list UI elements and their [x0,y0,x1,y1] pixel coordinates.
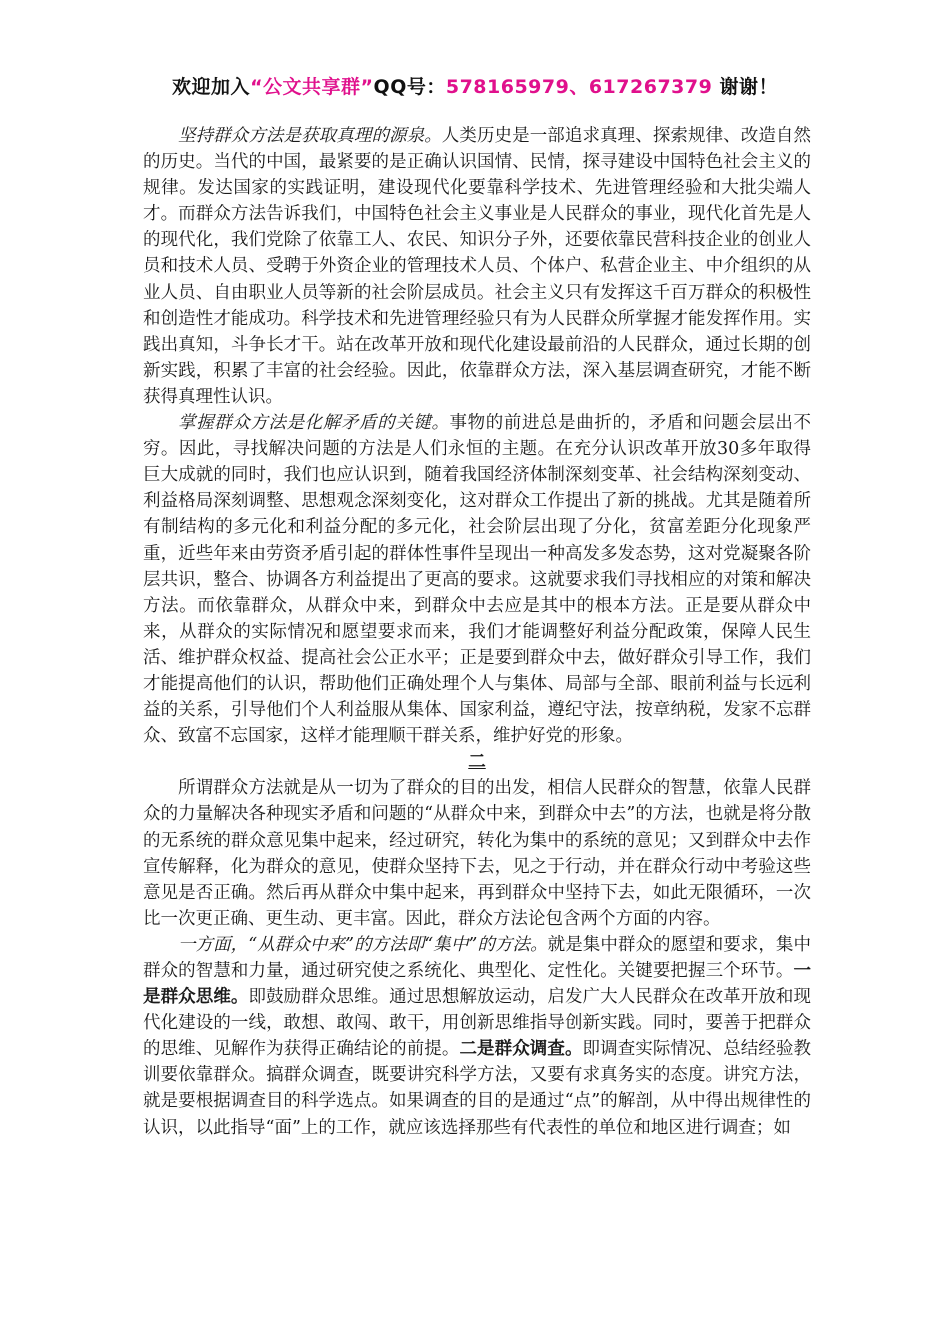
header-suffix: 谢谢！ [712,76,778,98]
paragraph-truth-source [143,123,811,410]
paragraph-text: 就是集中群众的愿望和要求，集中群众的智慧和力量，通过研究使之系统化、典型化、定性化。关键要把握三个环节。 [143,934,811,981]
paragraph-mass-method-definition [143,775,811,932]
paragraph-text: 即鼓励群众思维。通过思想解放运动，启发广大人民群众在改革开放和现代化建设的一线，敢想、敢闯、敢干，用创新思维指导创新实践。同时，要善于把群众的思维、见解作为获得正确结论的前提。 [143,987,812,1060]
header-prefix: 欢迎加入 [172,76,251,98]
paragraph-lead: 坚持群众方法是获取真理的源泉。 [178,126,442,146]
header-qq-numbers: 578165979、617267379 [445,76,713,98]
paragraph-from-the-masses [143,932,811,1141]
section-heading-two: 二 [468,752,486,773]
document-body [143,123,811,1141]
paragraph-text: 人类历史是一部追求真理、探索规律、改造自然的历史。当代的中国，最紧要的是正确认识国情、民情，探寻建设中国特色社会主义的规律。发达国家的实践证明，建设现代化要靠科学技术、先进管理经验和大批尖端人才。而群众方法告诉我们，中国特色社会主义事业是人民群众的事业，现代化首先是人的现代化，我们党除了依靠工人、农民、知识分子外，还要依靠民营科技企业的创业人员和技术人员、受聘于外资企业的管理技术人员、个体户、私营企业主、中介组织的从业人员、自由职业人员等新的社会阶层成员。社会主义只有发挥这千百万群众的积极性和创造性才能成功。科学技术和先进管理经验只有为人民群众所掌握才能发挥作用。实践出真知，斗争长才干。站在改革开放和现代化建设最前沿的人民群众，通过长期的创新实践，积累了丰富的社会经验。因此，依靠群众方法，深入基层调查研究，才能不断获得真理性认识。 [143,126,812,407]
point-one-heading: 一是群众思维。 [143,961,811,1008]
header-group-name: “公文共享群” [250,76,374,98]
header-qq-label: QQ号： [373,76,446,98]
paragraph-resolve-conflicts [143,410,811,749]
point-two-heading: 二是群众调查。 [459,1039,583,1060]
paragraph-text: 所谓群众方法就是从一切为了群众的目的出发，相信人民群众的智慧，依靠人民群众的力量解决各种现实矛盾和问题的“从群众中来，到群众中去”的方法，也就是将分散的无系统的群众意见集中起来，经过研究，转化为集中的系统的意见；又到群众中去作宣传解释，化为群众的意见，使群众坚持下去，见之于行动，并在群众行动中考验这些意见是否正确。然后再从群众中集中起来，再到群众中坚持下去，如此无限循环，一次比一次更正确、更生动、更丰富。因此，群众方法论包含两个方面的内容。 [143,778,811,929]
paragraph-lead: 掌握群众方法是化解矛盾的关键。 [178,413,450,434]
paragraph-text: 即调查实际情况、总结经验教训要依靠群众。搞群众调查，既要讲究科学方法，又要有求真务实的态度。讲究方法，就是要根据调查目的科学选点。如果调查的目的是通过“点”的解剖，从中得出规律性的认识，以此指导“面”上的工作，就应该选择那些有代表性的单位和地区进行调查；如 [143,1039,812,1138]
paragraph-lead: 一方面，“从群众中来”的方法即“集中”的方法。 [178,934,548,955]
paragraph-text: 事物的前进总是曲折的，矛盾和问题会层出不穷。因此，寻找解决问题的方法是人们永恒的主题。在充分认识改革开放30多年取得巨大成就的同时，我们也应认识到，随着我国经济体制深刻变革、社会结构深刻变动、利益格局深刻调整、思想观念深刻变化，这对群众工作提出了新的挑战。尤其是随着所有制结构的多元化和利益分配的多元化，社会阶层出现了分化，贫富差距分化现象严重，近些年来由劳资矛盾引起的群体性事件呈现出一种高发多发态势，这对党凝聚各阶层共识，整合、协调各方利益提出了更高的要求。这就要求我们寻找相应的对策和解决方法。而依靠群众，从群众中来，到群众中去应是其中的根本方法。正是要从群众中来，从群众的实际情况和愿望要求而来，我们才能调整好利益分配政策，保障人民生活、维护群众权益、提高社会公正水平；正是要到群众中去，做好群众引导工作，我们才能提高他们的认识，帮助他们正确处理个人与集体、局部与全部、眼前利益与长远利益的关系，引导他们个人利益服从集体、国家利益，遵纪守法，按章纳税，发家不忘群众、致富不忘国家，这样才能理顺干群关系，维护好党的形象。 [143,413,812,747]
document-header [0,72,950,99]
